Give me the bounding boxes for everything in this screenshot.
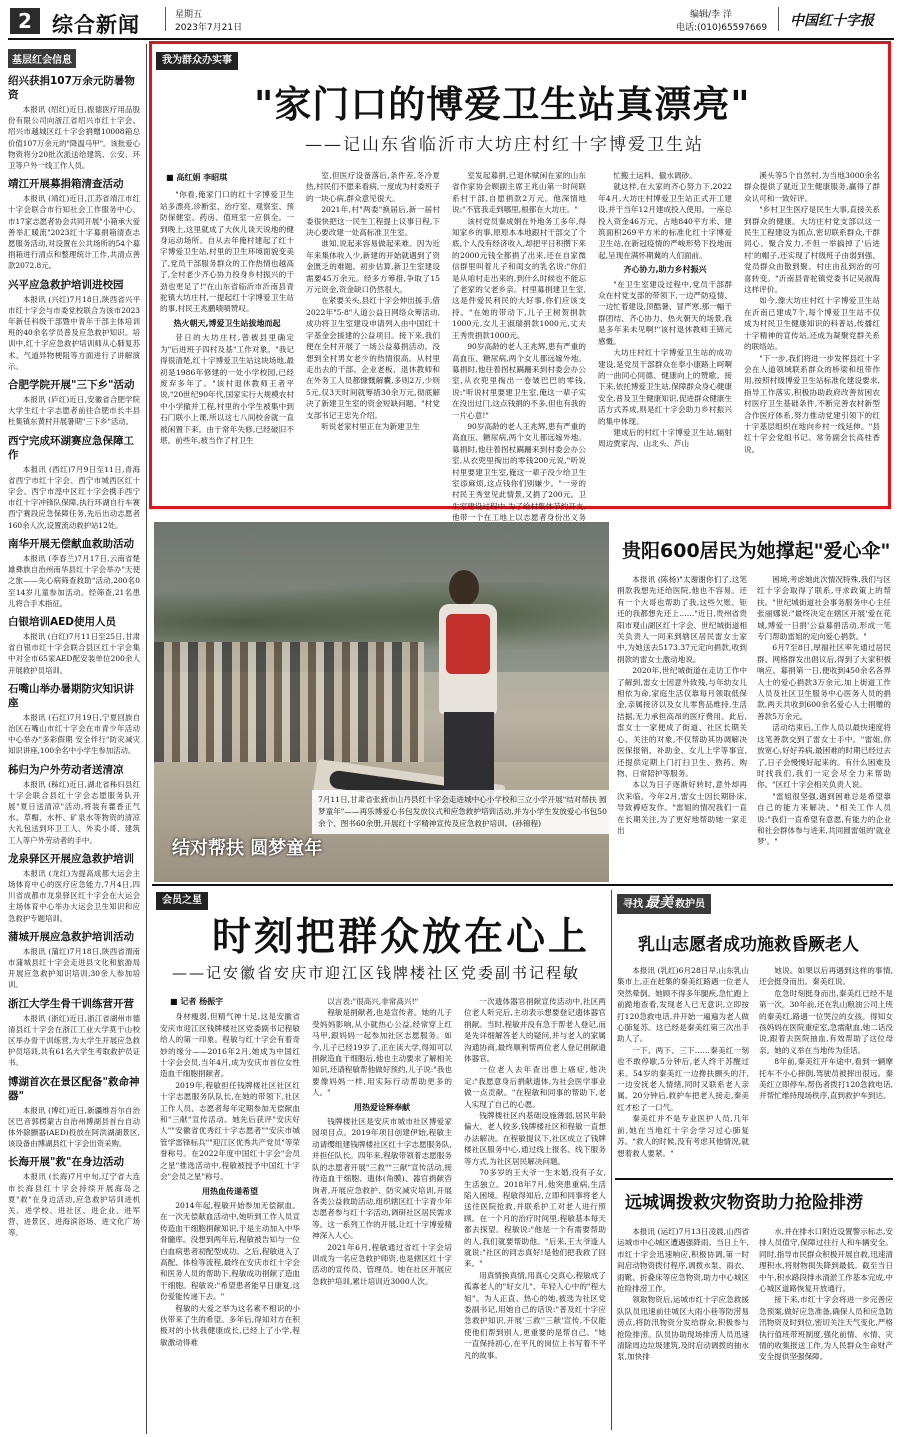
feature-paragraph: 室发起募捐,已退休赋闲在家的山东省作家协会顾副主席王兆山第一时间联系村干部,自愿捐款2万元。他深情地说:"不管我走到哪里,根都在大坊庄。"	[452, 171, 586, 215]
sidebar-item-body: 本报讯 (龙红)为提高成都大运会主场体育中心的医疗应急能力,7月4日,四川省成都市龙泉驿区红十字会在大运会主场体育中心举办大运会卫生知识和应急救护专题培训。	[8, 868, 140, 923]
member-paragraph: 2021年6月,程敏通过省红十字会培训成为一名应急救护师资,也是辖区红十字活动的宣传员、管理员。她在社区开展应急救护培训,累计培训近3000人次。	[312, 1242, 452, 1286]
sidebar-item-body: 本报讯 (庐红)近日,安徽省合肥学院大学生红十字志愿者前往合肥市长丰县杜集镇东黄村开展暑期"三下乡"活动。	[8, 395, 140, 427]
member-col2b-text	[312, 1116, 452, 1287]
feature-col2-text	[306, 170, 440, 432]
member-tag: 会员之星	[156, 892, 208, 910]
member-subhead-1: 用热血传递希望	[202, 1186, 258, 1196]
sidebar	[8, 48, 140, 1432]
sidebar-item-body: 本报讯 (长海)7月中旬,辽宁省大连市长海县红十字会持续开展海岛之夏"救"在身边活动,应急救护培训进机关、进学校、进社区、进企业、进军营、进景区、进海滨浴场、进文化广场等。	[8, 1172, 140, 1238]
feature-subheadline: ——记山东省临沂市大坊庄村红十字博爱卫生站	[305, 135, 704, 155]
sidebar-item-body: 本报讯 (绍红)近日,振德医疗用品股份有限公司向浙江省绍兴市红十字会、绍兴市越城区红十字会捐赠10008箱总价值107万余元的"降温马甲"。该批爱心物资将分20批次派送给建筑、公安、环卫等户外一线工作人员。	[8, 105, 140, 171]
feature-col1b-text	[160, 332, 294, 446]
sidebar-item-title: 石嘴山举办暑期防灾知识讲座	[8, 682, 134, 709]
rescue-paragraph: 秦美红并不是专业医护人员,几年前,她在当地红十字会学习过心肺复苏。"救人的时候,没有考虑其他情况,就想着救人要紧。"	[617, 1114, 749, 1158]
feature-paragraph: 90岁高龄的老人王兆辉,患有严重的高血压、糖尿病,两个女儿都远嫁外地。募捐时,他往着拐杖蹒跚来到村委会办公室,从衣兜里掏出一卷皱巴巴的零钱,说:"听说村里要建卫生室,俺这一辈子实在没出过门,这点钱捐的不多,但也有我的一片心意!"	[452, 342, 586, 420]
masthead-rule	[8, 38, 894, 40]
feature-headline: "家门口的博爱卫生站真漂亮"	[254, 83, 751, 126]
section-rule-1	[152, 884, 893, 886]
feature-paragraph: 谁知,说起来容易做起来难。因为近年来集体收入少,新建的开始就遇到了资金匮乏的难题。初步估算,新卫生室建设需要45万余元。经多方筹措,争取了15万元资金,资金缺口仍然很大。	[306, 239, 440, 295]
member-col-2	[312, 996, 452, 1432]
member-col3-text	[464, 996, 606, 1361]
yuancheng-col1-text	[617, 1226, 749, 1363]
feature-col-1	[160, 170, 294, 500]
feature-col5-text	[744, 170, 880, 455]
sidebar-item-title: 浙江大学生骨干训练营开营	[8, 997, 134, 1010]
feature-paragraph: 听说老家村里正在为新建卫生	[321, 421, 420, 431]
editor: 编辑/李 洋	[690, 10, 732, 20]
member-col1b-text	[160, 1200, 300, 1348]
sidebar-item-body: 本报讯 (博红)近日,新疆维吾尔自治区巴音郭楞蒙古自治州博湖县首台自动体外除颤器(AED)投放在阿洪湖湖景区,该设备由博湖县红十字会出资采购。	[8, 1105, 140, 1149]
guiyang-paragraph: 活动结束后,工作人员以最快速度将这笔善款交到了雷女士手中。"雷姐,你放宽心,好好养病,最困难的时期已经过去了,日子会慢慢好起来的。有什么困难及时找我们,我们一定会尽全力来帮助你。"区红十字会相关负责人说。	[757, 723, 891, 790]
member-paragraph: 身材瘦弱,但精气神十足,这是安徽省安庆市迎江区钱牌楼社区党委副书记程敏给人的第一印象。程敏与红十字会有着奇妙的缘分——2016年2月,她成为中国红十字会会员,当年4月,成为安庆市首位女性造血干细胞捐献者。	[160, 1012, 300, 1079]
feature-tag: 我为群众办实事	[156, 52, 238, 70]
rescue-paragraph: 8年前,秦美红开车途中,看到一辆摩托车不小心摔倒,驾驶员被摔出很远。秦美红立即停车,帮伤者拨打120急救电话,并帮忙维持现场秩序,直到救护车到达。	[759, 1057, 893, 1101]
feature-col-3	[452, 170, 586, 523]
yuancheng-headline: 远城调拨救灾物资助力抢险排涝	[625, 1193, 863, 1213]
guiyang-paragraph: 本以为日子逐渐好转时,意外却再次来临。今年2月,雷女士因长期卧床,导致褥疮发作。"雷姐的情况我们一直在长期关注,为了更好地帮助她一家走出	[617, 780, 747, 835]
yuancheng-paragraph: 水,并在排水口附近设置警示标志,安排人员值守,保障过往行人和车辆安全。同时,指导市民群众积极开展自救,迅速清理积水,将财物损失降到最低。截至当日中午,积水路段排水清淤工作基本完成,中心城区道路恢复开放通行。	[759, 1227, 893, 1294]
feature-paragraph: 该村党员秦成娟在外地务工多年,得知家乡的事,原原本本地跟村干部交了个底,个人没有经济收入,却把平日积攒下来的2000元钱全都捐了出来,还在自家微信群里叫着儿子和闺女的乳名说:"你们是从咱村走出来的,到什么时候也不能忘了老家的父老乡亲。村里募捐建卫生室,这是件爱民利民的大好事,你们应该支持。"在她的带动下,儿子王树贺捐款1000元,女儿王淑瑞捐款1000元,丈夫王秀贵捐款1000元。	[452, 216, 586, 340]
sidebar-item-body: 本报讯 (浙红)近日,浙江省湖州市德清县红十字会在浙江工业大学莫干山校区举办骨干训练营,为大学生开展应急救护员培训,共有61名大学生考取救护员证书。	[8, 1013, 140, 1068]
photo-title: 结对帮扶 圆梦童年	[172, 838, 323, 859]
feature-paragraph: 90岁高龄的老人王兆辉,患有严重的高血压、糖尿病,两个女儿都远嫁外地。募捐时,他往着拐杖蹒跚来到村委会办公室,从衣兜里掏出的零钱200元说,"听说村里要建卫生室,俺这一辈子没少给卫生室添麻烦,这点钱你们别嫌少。"一旁的村民王秀堂见此情景,又捐了200元。卫生室建设过程中,为了给村集体节约开支,他带一个在工地上以志愿者身份出义务	[452, 421, 586, 523]
feature-paragraph: 在紧要关头,县红十字会伸出援手,借2022年"5·8"人道公益日网络众筹活动,成功将卫生室建设申请列入由中国红十字基金会援建的公益项目。接下来,我们便在全村开展了一场公益募捐活动。没想到全村男女老少的热情很高。从村里走出去的干部、企业老板、退休教师和在外务工人员都慷慨解囊,多则2万,少则5元,仅3天时间就筹措30余万元,彻底解决了新建卫生室的资金短缺问题。"村党支部书记王忠先介绍。	[306, 296, 440, 420]
feature-paragraph: "在卫生室建设过程中,党员干部群众在村党支部的带领下,一边严防疫情、一边忙着建设,顶酷暑、冒严寒,那一幅干群团结、齐心协力、热火朝天的场景,我是多年来未见啊!"该村退休教师王锦元感慨。	[598, 279, 732, 346]
feature-col-2	[306, 170, 440, 500]
sidebar-item-body: 本报讯 (秭红)近日,湖北省秭归县红十字会联合县红十字会志愿服务队开展"夏日送清凉"活动,将装有藿香正气水、草帽、水杯、矿泉水等物资的清凉大礼包送到环卫工人、外卖小哥、建筑工人等户外劳动者的手中。	[8, 779, 140, 845]
member-body	[160, 996, 608, 1432]
sidebar-item-body: 本报讯 (靖红)近日,江苏省靖江市红十字会联合市行知社会工作服务中心、市17家志愿者协会共同开展"小箱承大爱 善举汇暖流"2023红十字募捐箱清查志愿服务活动,对设置在公共场所的54个募捐箱进行清点和整理统计工作,共清点善款2072.8元。	[8, 194, 140, 271]
feature-col4b-text	[598, 279, 732, 450]
sidebar-item-title: 长海开展"救"在身边活动	[8, 1156, 124, 1169]
section-rule-2	[615, 1178, 893, 1180]
feature-paragraph: 就这样,在大家的齐心努力下,2022年4月,大坊庄村博爱卫生站正式开工建设,并于当年12月建成投入使用。一座总投入资金46万元、占地840平方米、建筑面积269平方米的标准化红十字博爱卫生站,在新冠疫情的严峻形势下投地而起,呈现在满怀期冀的人们面前。	[598, 182, 732, 260]
rescue-paragraph: 一下、两下、三下……秦美红一刻也不敢停歇,5分钟后,老人终于苏醒过来。54岁的秦美红一边搀扶颤头的汗,一边安抚老人情绪,同时又联系老人亲属。20分钟后,救护车把老人接走,秦美红才松了一口气。	[617, 1045, 749, 1112]
feature-col3-text	[452, 170, 586, 535]
member-col-1	[160, 996, 300, 1432]
guiyang-paragraph: 本报讯 (陈杨)"太谢谢你们了,这笔捐款我想先还给医院,他也不容易。还有一个大哥也帮助了我,这些欠账、钜还的我都想先还上……"近日,贵州省贵阳市观山湖区红十字会、世纪城街道相关负责人一同来到辖区居民雷女士家中,为她送去5173.37元定向捐款,收到捐款的雷女士激动地说。	[617, 575, 747, 664]
sidebar-item-title: 白银培训AED使用人员	[8, 615, 117, 628]
member-col2-text	[312, 996, 452, 1099]
member-paragraph: 程敏是捐献者,也是宣传者。她的儿子受妈妈影响,从小就热心公益,经常穿上红马甲,跟妈妈一起参加社区志愿服务。如今,儿子已经19岁了,正在读大学,得知可以捐献造血干细胞后,他也主动要求了解相关知识,还请程敏帮他做好预约,儿子说:"我也要像妈妈一样,用实际行动帮助更多的人。"	[312, 1008, 452, 1098]
guiyang-col-2	[757, 574, 891, 874]
sidebar-item-title: 博湖首次在景区配备"救命神器"	[8, 1075, 140, 1102]
sidebar-list	[8, 74, 140, 1239]
masthead	[0, 0, 902, 40]
member-subheadline: ——记安徽省安庆市迎江区钱牌楼社区党委副书记程敏	[172, 964, 581, 982]
rescue-body	[617, 965, 893, 1175]
feature-paragraph: 忙搬土运料、撤水调砂。	[613, 171, 697, 180]
photo-children	[154, 642, 424, 762]
feature-col1-text	[160, 189, 294, 314]
yuancheng-col-1	[617, 1226, 749, 1432]
member-byline: ■ 记者 杨振宇	[170, 997, 224, 1006]
rescue-paragraph: 本报讯 (乳红)6月28日早,山东乳山集市上,正在赶集的秦美红路遇一位老人突然晕倒。她顾不得多年腿疾,急忙跑上前跪地查看,发现老人已无意识,立即按打120急救电话,并开始一遍遍为老人做心肺复苏。这已经是秦美红第三次出手助人了。	[617, 966, 749, 1044]
member-paragraph: 程敏的大爱之举为这名素不相识的小伙带来了生的希望。多年后,得知对方在积极对的小伙我健康成长,已经上了小学,程敏激动得难	[160, 1303, 300, 1347]
vertical-divider-lower	[611, 890, 612, 1430]
yuancheng-body	[617, 1226, 893, 1432]
member-paragraph: 以言表:"很高兴,非常高兴!"	[327, 997, 419, 1006]
member-paragraph: 一次遗体器官捐献宣传活动中,社区两位老人听完后,主动表示想要登记遗体器官捐献。当时,程敏并没有急于帮老人登记,而是先详细解答老人的疑问,并与老人的家属沟通协商,最终顺利帮两位老人登记捐献遗体器官。	[464, 997, 606, 1064]
masthead-divider	[165, 7, 166, 31]
feature-paragraph: 昔日的大坊庄村,曾被县里确定为"后进班子四村及基"工作对象。"我记得很清楚,红十字博爱卫生站这块场地,最初是1986年修建的一处小学校园,已经废弃多年了。"该村退休教师王者平说,"20世纪90年代,国家实行大规模农村中小学撤并工程,村里的小学生被集中到石门联小上课,所以这七八间校舍就一直被闲置下来。由于常年失修,已经破旧不堪。前些年,被当作了村卫生	[160, 333, 294, 445]
member-paragraph: 2014年起,程敏开始参加无偿献血。在一次无偿献血活动中,她听到工作人员宣传造血干细胞捐献知识,于是主动加入中华骨髓库。没想到两年后,程敏被告知与一位白血病患者初配型成功。之后,程敏进入了高配、体检等流程,最终在安庆市红十字会和医务人员的帮助下,程敏成功捐献了造血干细胞。程敏说:"希望患者能早日康复,这份爱能传递下去。"	[160, 1200, 300, 1302]
feature-paragraph: 2021年,村"两委"换届后,新一届村委很快把这一民生工程提上议事日程,下决心要改建一处高标准卫生室。	[306, 205, 440, 238]
issue-date: 2023年7月21日	[175, 23, 243, 33]
feature-paragraph: "你看,俺家门口的红十字博爱卫生站多漂亮,诊断室、治疗室、观察室、预防保健室、药房、值班室一应俱全。一到晚上,这里就成了大伙儿谈天说地的健身运动场所。自从去年俺村建起了红十字博爱卫生站,村里的卫生环境面貌变美了,党员干部服务群众的工作热情也越高了,全村老少齐心协力投身乡村振兴的干劲也更足了!"在山东省临沂市沂南县青驼镇大坊庄村,一提起红十字博爱卫生站的事,村民王兆鹏啧啧赞叹。	[160, 190, 294, 314]
guiyang-paragraph: 困境,考虑她此次情况特殊,我们与区红十字会取得了联系,寻求政策上的帮扶。"世纪城街道社会事务服务中心主任张丽娜说:"最终决定在辖区开展'爱在花城,博爱一日捐'公益募捐活动,形成一笔专门帮助雷姐的定向爱心捐款。"	[757, 575, 891, 642]
photo-instructor-vest	[446, 614, 490, 674]
guiyang-col2-text	[757, 574, 891, 848]
feature-paragraph: "乡村卫生医疗是民生大事,直接关系到群众的健康。大坊庄村党支部以这一民生工程建设为抓点,密切联系群众,干群同心、聚合发力,不但一举搞掉了'后进村'的帽子,还实现了村级班子由弱到强、党员群众由散到聚、村庄由乱到治的可喜转变。"沂南县青驼镇党委书记吴淑海这样评价。	[744, 205, 880, 295]
guiyang-col1-text	[617, 574, 747, 836]
rescue-col2-text	[759, 965, 893, 1102]
paper-name: 中国红十字报	[790, 13, 874, 29]
member-headline: 时刻把群众放在心上	[212, 915, 591, 960]
feature-col-5	[744, 170, 880, 500]
rescue-col-1	[617, 965, 749, 1175]
member-col-3	[464, 996, 606, 1432]
sidebar-item-title: 合肥学院开展"三下乡"活动	[8, 379, 135, 392]
feature-col4-text	[598, 170, 732, 261]
member-paragraph: 用真情换真情,用真心交真心,程敏成了孤寡老人的"好女儿"、年轻人心中的"程大姐"。为人正直、热心的她,被选为社区党委副书记,用她自己的话说:"普及红十字应急救护知识,开展'三救''三献'宣传,不仅能使他们帮到别人,更重要的是帮自己。"她一直保持初心,在平凡的岗位上书写着不平凡的故事。	[464, 1270, 606, 1360]
guiyang-paragraph: "雷姐很坚强,遇到困难总是希望靠自己的能力来解决。"相关工作人员说:"我们一直希望有意愿,有能力的企业和社会群体参与进来,共同圆雷姐的'就业梦'。"	[757, 791, 891, 847]
sidebar-item-title: 靖江开展募捐箱清查活动	[8, 178, 124, 191]
member-paragraph: 一位老人去年查出患上癌症,他决定:"我愿意身后捐献遗体,为社会医学事业做一点贡献。"在程敏和同事的帮助下,老人实现了自己的心愿。	[464, 1065, 606, 1109]
rescue-headline: 乳山志愿者成功施救昏厥老人	[638, 935, 859, 955]
sidebar-item-body: 本报讯 (白红)7月11日至25日,甘肃省白银市红十字会联合县区红十字会集中对全市65家AED配安装单位200余人开展救护员培训。	[8, 631, 140, 675]
rescue-tag-post: 救护员	[675, 899, 705, 910]
sidebar-item-body: 本报讯 (蒲红)7月18日,陕西省渭南市蒲城县红十字会走进县文化和旅游局开展应急救护知识培训,30余人参加培训。	[8, 946, 140, 990]
member-paragraph: 70多岁的王大爷一生未婚,没有子女,生活独立。2018年7月,他突患重病,生活陷入困境。程敏得知后,立即和同事将老人送往医院抢救,并联系护工对老人进行照顾。在一个月的治疗时间里,程敏基本每天都去探望。程敏说:"他是一个有需要帮助的人,我们就要帮助他。"后来,王大爷逢人就说:"社区的同志真好!是他们把我救了回来。"	[464, 1168, 606, 1269]
sidebar-item-title: 绍兴获捐107万余元防暑物资	[8, 75, 135, 101]
feature-paragraph: "下一步,我们将进一步发挥县红十字会在人道领域联系群众的桥梁和纽带作用,按照村级博爱卫生站标准化建设要求,指导工作落实,积极协助政府改善贫困农村医疗卫生基础条件,不断完善农村新型合作医疗体系,努力推动党建引领下的红十字基层组织在地向乡村一线延伸。"县红十字会党组书记、常务副会长高桂香说。	[744, 353, 880, 454]
guiyang-paragraph: 2020年,世纪城街道在走访工作中了解到,雷女士因意外致残,与年幼女儿相依为命,家庭生活仅靠每月领取低保金,亲属接济以及女儿零售品维持,生活拮据,无力承担高昂的医疗费用。此后,雷女士一家便成了街道、社区长期关心、关注的对象,不仅帮助其协调解决医保报销、补助金、女儿上学等事宜,还提供定期上门打扫卫生、熬药、购物、日常陪护等服务。	[617, 666, 747, 778]
rescue-col1-text	[617, 965, 749, 1159]
yuancheng-paragraph: 领取物资后,运城市红十字应急救援队队员迅速前往城区大雨小巷等防涝易涝点,将防汛物资分发给群众,积极参与抢险排涝。队员协助现场排涝人员迅速清除周边垃圾建筑,及时启动调拨的抽水泵,加快排	[617, 1295, 749, 1362]
feature-col-4	[598, 170, 732, 500]
sidebar-item-title: 兴平应急救护培训进校园	[8, 278, 124, 291]
yuancheng-paragraph: 接下来,市红十字会将进一步完善应急预案,做好应急准备,确保人员和应急防汛物资及时到位,密切关注天气变化,严格执行值班带班制度,强化前情、水情、灾情的收集报送工作,为人民群众生命财产安全提供坚强保障。	[759, 1295, 893, 1362]
feature-paragraph: 大坊庄村红十字博爱卫生站的成功建设,是党员干部群众在奉小康路上呵啊的一曲同心同德、健康向上的赞歌。接下来,依托博爱卫生站,保障群众身心健康安全,普及卫生健康知识,促进群众健康生活方式养成,则是红十字会助力乡村振兴的集中体现。	[598, 348, 732, 426]
rescue-paragraph: 危急时刻挺身而出,秦美红已经不是第一次。30年前,还在乳山粮油公司上班的秦美红,路遇一位哭泣的女孩。得知女孩妈妈在医院重症室,急需献血,她二话没说,跟着去医院抽血,有效帮助了这位母亲。她的义举在当地传为佳话。	[759, 988, 893, 1055]
member-paragraph: 钱牌楼社区是安庆市城市社区博爱家园项目点。2019年项目创建伊始,程敏主动请缨组建钱牌楼社区红十字志愿服务队,并担任队长。四年来,程敏带领着志愿服务队的志愿者开展"三救""三献"宣传活动,接待造血干细胞、遗体(角膜)、器官捐献咨询者,开展应急救护、防灾减灾培训,开展各类公益救助活动,组织辖区红十字青少年志愿者参与红十字活动,调研社区居民需求等。这一系列工作的开展,让红十字博爱精神深入人心。	[312, 1117, 452, 1241]
feature-paragraph: 如今,像大坊庄村红十字博爱卫生站在沂南已建成7个,每个博爱卫生站不仅成为村民卫生健康知识的科普站,传播红十字精神的宣传站,还成为凝聚党群关系的联络站。	[744, 296, 880, 352]
member-paragraph: 2019年,程敏担任钱牌楼社区社区红十字志愿服务队队长,在她的带领下,社区工作人员、志愿者每年定期参加无偿献血和"三献"宣传活动。她先后获评"安庆好人""安徽省优秀红十字志愿者""安庆市城管学雷锋标兵""迎江区优秀共产党员"等荣誉称号。在2022年度中国红十字会"会员之星"推选活动中,程敏被授予中国红十字会"会员之星"称号。	[160, 1080, 300, 1182]
feature-body	[160, 170, 882, 523]
sidebar-item-title: 秭归为户外劳动者送清凉	[8, 763, 124, 776]
rescue-tag	[617, 894, 711, 914]
sidebar-item-title: 蒲城开展应急救护培训活动	[8, 930, 134, 943]
sidebar-item-body: 本报讯 (李春兰)7月17日,云南省楚雄彝族自治州南华县红十字会举办"天使之旅——先心病筛查救助"活动,200名0至14岁儿童参加活动。经筛查,21名患儿将合手术指征。	[8, 553, 140, 608]
member-paragraph: 钱牌楼社区内基础设施薄弱,居民年龄偏大、老人较多,钱牌楼社区和程敏一直想办法解决。在程敏提议下,社区成立了钱牌楼社区服务中心,通过线上报名、线下服务等方式,为社区居民解决问题。	[464, 1111, 606, 1166]
yuancheng-col-2	[759, 1226, 893, 1432]
section-title: 综合新闻	[52, 13, 140, 37]
sidebar-item-title: 西宁完成环湖赛应急保障工作	[8, 434, 134, 461]
masthead-divider-2	[778, 7, 779, 31]
rescue-tag-pre: 寻找	[623, 899, 643, 910]
sidebar-header	[8, 49, 76, 68]
rescue-col-2	[759, 965, 893, 1175]
guiyang-headline: 贵阳600居民为她撑起"爱心伞"	[622, 540, 891, 562]
feature-paragraph: 溪头等5个自然村,为当地3000余名群众提供了就近卫生健康服务,赢得了群众认可和一致好评。	[744, 171, 880, 203]
yuancheng-paragraph: 本报讯 (运红)7月13日凌晨,山西省运城市中心城区遭遇强降雨。当日上午,市红十字会迅速响应,积极协调,第一时间启动物资拨付程序,调拨水泵、雨衣、雨靴、折叠床等应急物资,助力中心城区抢险排涝工作。	[617, 1227, 749, 1294]
phone: 电话:(010)65597669	[676, 23, 768, 33]
feature-subhead-1: 热火朝天,博爱卫生站拔地而起	[173, 318, 281, 328]
rescue-paragraph: 她说。如果以后再遇到这样的事情,还会挺身而出。秦美红说。	[759, 966, 893, 987]
photo-caption: 7月11日,甘肃省张掖市山丹县红十字会走进城中心小学校和三立小学开展"结对帮扶 圆梦童年"——再乐博爱心书包发放仪式和应急救护培训活动,并为小学生发放爱心书包50余个、图书60余册,开展红十字精神宣传及应急救护培训。(孙锦程)	[312, 790, 614, 834]
feature-subhead-2: 齐心协力,助力乡村振兴	[623, 265, 707, 275]
feature-paragraph: 建成后的村红十字博爱卫生站,辐射周边贾家沟、山北头、芦山	[598, 427, 732, 449]
sidebar-header-label: 基层红会信息	[12, 55, 72, 66]
member-subhead-2: 用热爱诠释奉献	[354, 1102, 410, 1112]
sidebar-item-title: 南华开展无偿献血救助活动	[8, 537, 134, 550]
sidebar-item-body: 本报讯 (兴红)7月18日,陕西省兴平市红十字会与市委党校联合为该市2023年新任科级干部暨中青年干部主体培训班的40余名学员普及应急救护知识。培训中,红十字应急救护培训师从心肺复苏术、气道异物梗阻等方面进行了讲解演示。	[8, 294, 140, 371]
member-col1-text	[160, 1011, 300, 1182]
yuancheng-col2-text	[759, 1226, 893, 1363]
page-number: 2	[10, 8, 40, 34]
sidebar-item-title: 龙泉驿区开展应急救护培训	[8, 852, 134, 865]
guiyang-paragraph: 6月7至8日,厚福社区率先通过居民群、网格群发出倡议后,得到了大家积极响应。募捐第一日,便收到450余名各界人士的爱心捐款3万余元,加上街道工作人员及社区卫生服务中心医务人员的捐款,两天共收到600余名爱心人士捐赠的善款5万余元。	[757, 643, 891, 721]
sidebar-item-body: 本报讯 (西红)7月9日至11日,青海省西宁市红十字会、西宁市城西区红十字会、西宁市湟中区红十字会携手西宁市红十字冲锋队保障,执行环湖自行车赛西宁赛段应急保障任务,先后出动志愿者160余人次,设置流动救护站12处。	[8, 464, 140, 530]
sidebar-divider	[146, 44, 147, 1434]
guiyang-body	[617, 574, 893, 874]
sidebar-item-body: 本报讯 (石红)7月19日,宁夏回族自治区石嘴山市红十字会在市青少年活动中心举办"多彩假期 安全伴行"防灾减灾知识讲座,100余名中小学生参加活动。	[8, 712, 140, 756]
rescue-tag-big: 最美	[645, 895, 673, 911]
photo-instructor-head	[449, 570, 479, 606]
feature-byline: ■ 高红娟 李昭琪	[166, 173, 228, 182]
feature-paragraph: 室,但医疗设备落后,条件差,冬冷夏热,村民们不愿来看病,一度成为村委班子的一块心病,群众意见很大。	[306, 171, 440, 203]
paper-logo	[790, 10, 874, 30]
weekday: 星期五	[175, 10, 203, 20]
guiyang-col-1	[617, 574, 747, 874]
